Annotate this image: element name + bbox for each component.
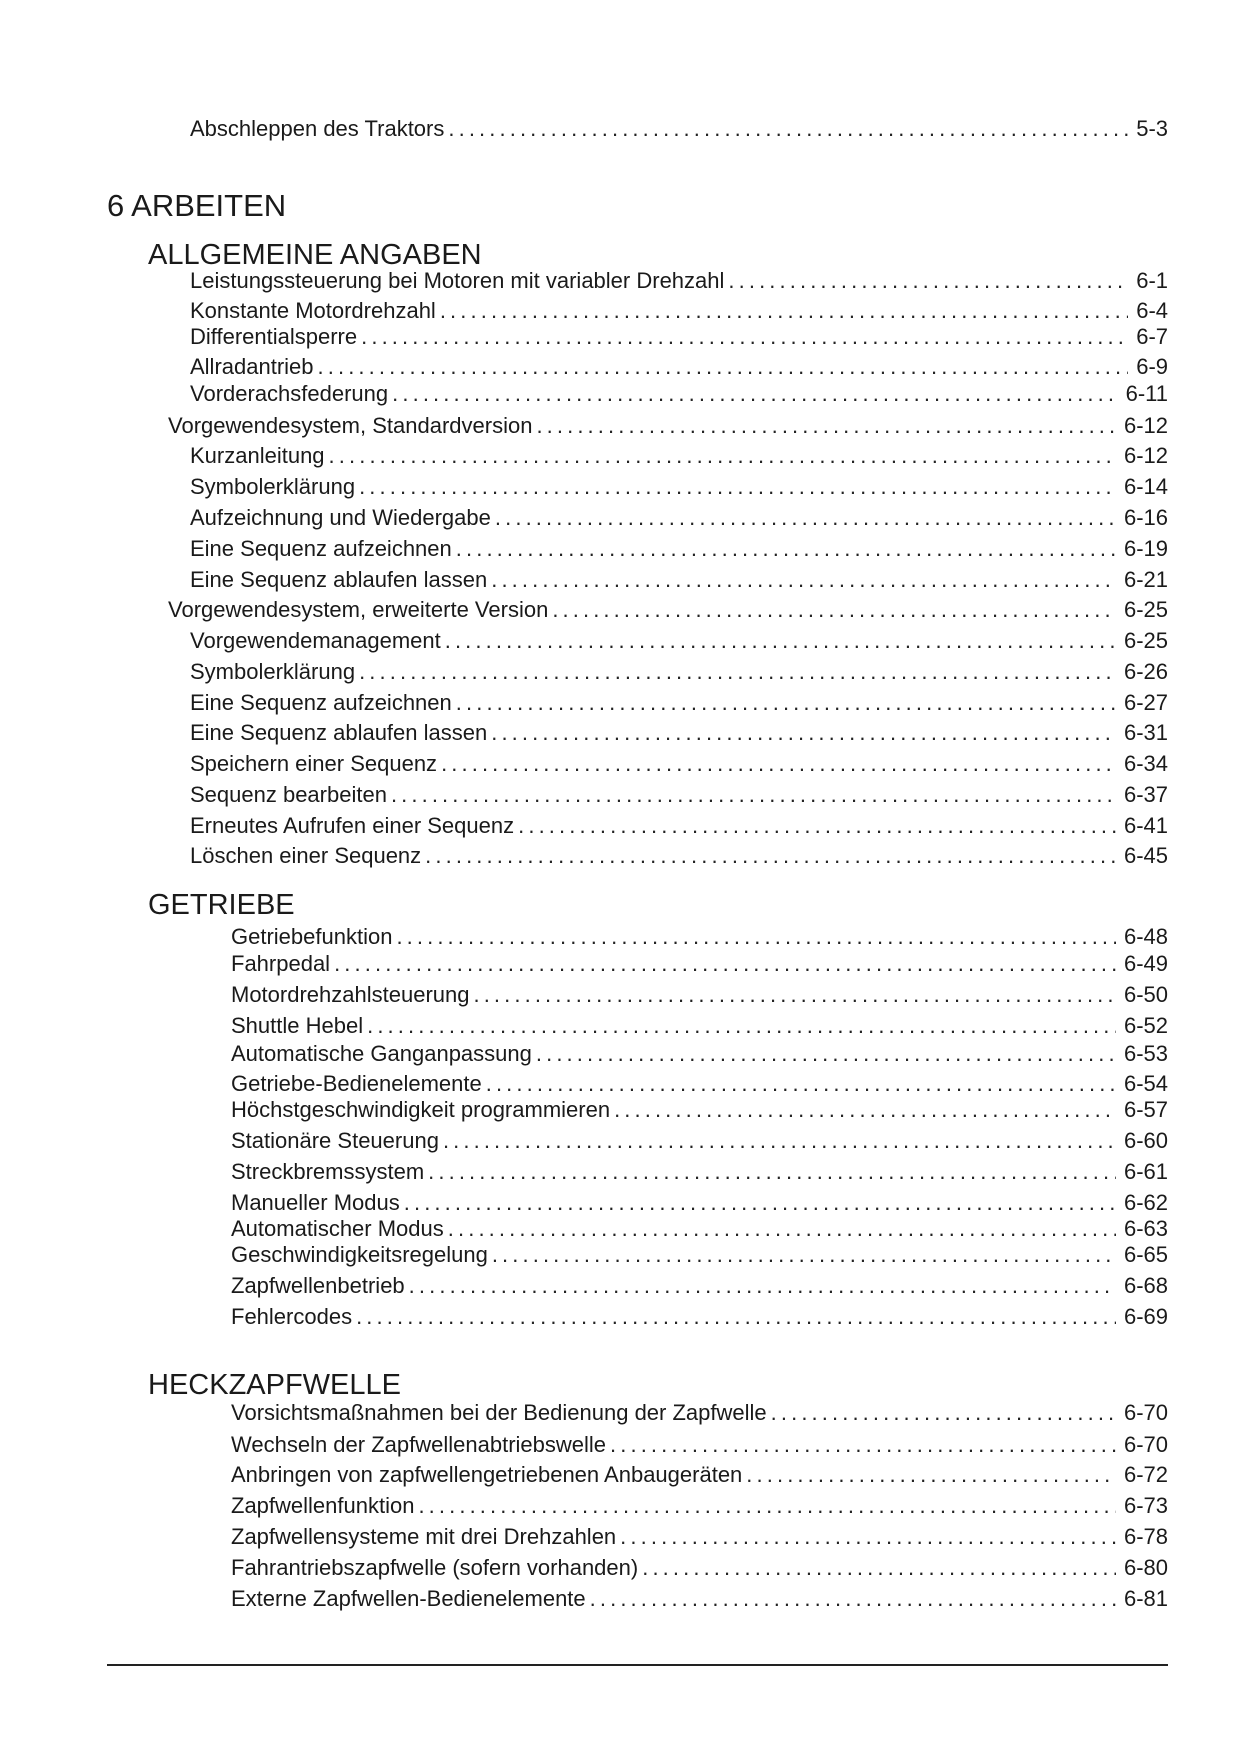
- toc-entry-page: 6-78: [1123, 1524, 1168, 1549]
- toc-entry[interactable]: [190, 268, 1168, 294]
- toc-entry[interactable]: [190, 443, 1168, 469]
- toc-leader-dots: [728, 268, 1128, 294]
- toc-entry-page: 6-72: [1123, 1462, 1168, 1487]
- toc-leader-dots: [448, 116, 1128, 142]
- toc-leader-dots: [443, 1128, 1116, 1154]
- toc-entry-title: Getriebefunktion: [231, 924, 393, 949]
- toc-entry-title: Vorgewendemanagement: [190, 628, 441, 653]
- toc-entry[interactable]: [190, 628, 1168, 654]
- toc-entry-page: 6-14: [1123, 474, 1168, 499]
- toc-leader-dots: [492, 1242, 1116, 1268]
- toc-entry[interactable]: [231, 1304, 1168, 1330]
- toc-entry-title: Leistungssteuerung bei Motoren mit variabler Drehzahl: [190, 268, 725, 293]
- toc-entry[interactable]: [168, 597, 1168, 623]
- toc-leader-dots: [448, 1216, 1116, 1242]
- toc-leader-dots: [356, 1304, 1116, 1330]
- toc-entry-page: 6-62: [1123, 1190, 1168, 1215]
- toc-leader-dots: [495, 505, 1116, 531]
- toc-entry[interactable]: [231, 1242, 1168, 1268]
- toc-entry-title: Sequenz bearbeiten: [190, 782, 387, 807]
- toc-leader-dots: [552, 597, 1116, 623]
- toc-entry[interactable]: [190, 298, 1168, 324]
- toc-entry[interactable]: [190, 474, 1168, 500]
- toc-entry-page: 6-21: [1123, 567, 1168, 592]
- toc-entry[interactable]: [190, 536, 1168, 562]
- toc-entry[interactable]: [190, 751, 1168, 777]
- toc-entry[interactable]: [190, 782, 1168, 808]
- toc-entry-page: 6-26: [1123, 659, 1168, 684]
- toc-entry-page: 6-48: [1123, 924, 1168, 949]
- toc-leader-dots: [334, 951, 1116, 977]
- toc-entry-page: 6-12: [1123, 443, 1168, 468]
- toc-entry[interactable]: [231, 1432, 1168, 1458]
- toc-entry[interactable]: [190, 505, 1168, 531]
- toc-entry[interactable]: [190, 381, 1168, 407]
- toc-entry-page: 6-19: [1123, 536, 1168, 561]
- toc-entry[interactable]: [190, 354, 1168, 380]
- toc-entry-page: 6-1: [1136, 268, 1168, 293]
- toc-entry-page: 6-37: [1123, 782, 1168, 807]
- toc-leader-dots: [359, 474, 1116, 500]
- toc-entry-page: 6-31: [1123, 720, 1168, 745]
- toc-entry-title: Fahrpedal: [231, 951, 331, 976]
- footer-rule: [107, 1664, 1168, 1666]
- toc-entry-page: 6-73: [1123, 1493, 1168, 1518]
- toc-entry-page: 6-50: [1123, 982, 1168, 1007]
- toc-leader-dots: [318, 354, 1129, 380]
- toc-entry-title: Eine Sequenz aufzeichnen: [190, 690, 452, 715]
- toc-entry-title: Kurzanleitung: [190, 443, 325, 468]
- toc-entry-page: 6-12: [1123, 413, 1168, 438]
- toc-entry[interactable]: [231, 1493, 1168, 1519]
- toc-entry-title: Fahrantriebszapfwelle (sofern vorhanden): [231, 1555, 639, 1580]
- toc-entry-title: Anbringen von zapfwellengetriebenen Anbaugeräten: [231, 1462, 743, 1487]
- toc-leader-dots: [642, 1555, 1116, 1581]
- toc-leader-dots: [396, 924, 1116, 950]
- toc-entry[interactable]: [231, 1216, 1168, 1242]
- toc-entry[interactable]: [231, 951, 1168, 977]
- toc-entry-title: Vorderachsfederung: [190, 381, 389, 406]
- toc-leader-dots: [404, 1190, 1116, 1216]
- toc-entry-page: 6-53: [1123, 1041, 1168, 1066]
- toc-entry-title: Symbolerklärung: [190, 659, 356, 684]
- toc-entry-page: 6-11: [1125, 381, 1168, 406]
- toc-entry-title: Vorgewendesystem, erweiterte Version: [168, 597, 549, 622]
- toc-entry[interactable]: [231, 924, 1168, 950]
- toc-entry[interactable]: [190, 690, 1168, 716]
- toc-leader-dots: [361, 324, 1128, 350]
- toc-leader-dots: [441, 751, 1116, 777]
- toc-entry-page: 6-27: [1123, 690, 1168, 715]
- toc-entry-title: Erneutes Aufrufen einer Sequenz: [190, 813, 515, 838]
- toc-entry[interactable]: [231, 1159, 1168, 1185]
- toc-entry-title: Vorgewendesystem, Standardversion: [168, 413, 533, 438]
- toc-entry-title: Allradantrieb: [190, 354, 314, 379]
- toc-entry-page: 6-81: [1123, 1586, 1168, 1611]
- toc-leader-dots: [746, 1462, 1116, 1488]
- toc-entry-title: Eine Sequenz ablaufen lassen: [190, 567, 488, 592]
- toc-entry-title: Differentialsperre: [190, 324, 358, 349]
- toc-entry-title: Speichern einer Sequenz: [190, 751, 438, 776]
- toc-leader-dots: [536, 413, 1116, 439]
- toc-entry-page: 6-16: [1123, 505, 1168, 530]
- toc-entry[interactable]: [190, 813, 1168, 839]
- toc-entry[interactable]: [231, 1190, 1168, 1216]
- toc-entry-title: Manueller Modus: [231, 1190, 400, 1215]
- toc-leader-dots: [425, 843, 1116, 869]
- toc-entry-page: 6-80: [1123, 1555, 1168, 1580]
- toc-entry-page: 6-68: [1123, 1273, 1168, 1298]
- toc-entry-title: Löschen einer Sequenz: [190, 843, 422, 868]
- toc-entry-title: Abschleppen des Traktors: [190, 116, 445, 141]
- toc-leader-dots: [491, 720, 1116, 746]
- toc-leader-dots: [367, 1013, 1116, 1039]
- toc-entry[interactable]: [231, 1013, 1168, 1039]
- toc-leader-dots: [418, 1493, 1116, 1519]
- toc-entry-page: 6-60: [1123, 1128, 1168, 1153]
- toc-entry-title: Aufzeichnung und Wiedergabe: [190, 505, 491, 530]
- toc-entry-page: 5-3: [1136, 116, 1168, 141]
- toc-entry-page: 6-25: [1123, 597, 1168, 622]
- toc-entry-title: Automatische Ganganpassung: [231, 1041, 532, 1066]
- toc-leader-dots: [610, 1432, 1116, 1458]
- toc-leader-dots: [536, 1041, 1116, 1067]
- toc-entry-title: Eine Sequenz ablaufen lassen: [190, 720, 488, 745]
- toc-entry-title: Eine Sequenz aufzeichnen: [190, 536, 452, 561]
- toc-leader-dots: [428, 1159, 1116, 1185]
- toc-entry-page: 6-25: [1123, 628, 1168, 653]
- toc-entry-page: 6-52: [1123, 1013, 1168, 1038]
- toc-leader-dots: [445, 628, 1116, 654]
- toc-entry-page: 6-69: [1123, 1304, 1168, 1329]
- toc-entry-page: 6-57: [1123, 1097, 1168, 1122]
- toc-entry-title: Wechseln der Zapfwellenabtriebswelle: [231, 1432, 607, 1457]
- toc-entry-title: Zapfwellenbetrieb: [231, 1273, 405, 1298]
- toc-entry[interactable]: [231, 1041, 1168, 1067]
- toc-entry-page: 6-4: [1136, 298, 1168, 323]
- toc-entry-title: Geschwindigkeitsregelung: [231, 1242, 488, 1267]
- toc-entry-page: 6-54: [1123, 1071, 1168, 1096]
- toc-entry-page: 6-9: [1136, 354, 1168, 379]
- toc-entry-page: 6-63: [1123, 1216, 1168, 1241]
- toc-entry[interactable]: [190, 720, 1168, 746]
- toc-entry[interactable]: [190, 843, 1168, 869]
- toc-entry[interactable]: [168, 413, 1168, 439]
- toc-entry-page: 6-70: [1123, 1432, 1168, 1457]
- toc-leader-dots: [392, 381, 1117, 407]
- toc-entry[interactable]: [231, 1128, 1168, 1154]
- toc-entry[interactable]: [231, 1524, 1168, 1550]
- toc-entry-page: 6-41: [1123, 813, 1168, 838]
- toc-leader-dots: [456, 690, 1116, 716]
- toc-leader-dots: [518, 813, 1116, 839]
- toc-leader-dots: [614, 1097, 1116, 1123]
- toc-entry[interactable]: [231, 1273, 1168, 1299]
- chapter-heading: 6 ARBEITEN: [107, 188, 287, 223]
- toc-leader-dots: [771, 1400, 1116, 1426]
- toc-entry-title: Zapfwellensysteme mit drei Drehzahlen: [231, 1524, 617, 1549]
- toc-entry-title: Automatischer Modus: [231, 1216, 444, 1241]
- toc-leader-dots: [473, 982, 1115, 1008]
- toc-leader-dots: [590, 1586, 1116, 1612]
- toc-entry-page: 6-45: [1123, 843, 1168, 868]
- toc-entry-page: 6-65: [1123, 1242, 1168, 1267]
- toc-leader-dots: [329, 443, 1116, 469]
- toc-entry-title: Shuttle Hebel: [231, 1013, 364, 1038]
- toc-leader-dots: [359, 659, 1116, 685]
- toc-entry[interactable]: [231, 1586, 1168, 1612]
- toc-entry-title: Konstante Motordrehzahl: [190, 298, 436, 323]
- section-heading: GETRIEBE: [148, 889, 295, 921]
- toc-entry-title: Vorsichtsmaßnahmen bei der Bedienung der Zapfwelle: [231, 1400, 767, 1425]
- toc-entry[interactable]: [231, 1400, 1168, 1426]
- toc-entry[interactable]: [190, 659, 1168, 685]
- toc-leader-dots: [456, 536, 1116, 562]
- toc-entry-page: 6-7: [1136, 324, 1168, 349]
- toc-leader-dots: [440, 298, 1128, 324]
- toc-entry-page: 6-49: [1123, 951, 1168, 976]
- toc-leader-dots: [620, 1524, 1116, 1550]
- toc-entry[interactable]: [231, 982, 1168, 1008]
- toc-entry-page: 6-61: [1123, 1159, 1168, 1184]
- toc-entry-title: Externe Zapfwellen-Bedienelemente: [231, 1586, 586, 1611]
- toc-entry[interactable]: [231, 1462, 1168, 1488]
- toc-entry-page: 6-34: [1123, 751, 1168, 776]
- section-heading: HECKZAPFWELLE: [148, 1369, 401, 1401]
- toc-leader-dots: [409, 1273, 1116, 1299]
- toc-leader-dots: [491, 567, 1116, 593]
- toc-entry-title: Höchstgeschwindigkeit programmieren: [231, 1097, 611, 1122]
- toc-entry[interactable]: [190, 567, 1168, 593]
- toc-entry-title: Symbolerklärung: [190, 474, 356, 499]
- toc-entry-page: 6-70: [1123, 1400, 1168, 1425]
- toc-leader-dots: [391, 782, 1116, 808]
- toc-entry[interactable]: [190, 324, 1168, 350]
- toc-entry-top[interactable]: [190, 116, 1168, 142]
- toc-entry-title: Fehlercodes: [231, 1304, 353, 1329]
- section-heading: ALLGEMEINE ANGABEN: [148, 239, 482, 271]
- toc-entry-title: Getriebe-Bedienelemente: [231, 1071, 482, 1096]
- toc-entry-title: Stationäre Steuerung: [231, 1128, 439, 1153]
- toc-entry-title: Zapfwellenfunktion: [231, 1493, 415, 1518]
- toc-entry[interactable]: [231, 1555, 1168, 1581]
- toc-entry-title: Motordrehzahlsteuerung: [231, 982, 470, 1007]
- toc-entry[interactable]: [231, 1071, 1168, 1097]
- toc-entry[interactable]: [231, 1097, 1168, 1123]
- toc-entry-title: Streckbremssystem: [231, 1159, 425, 1184]
- toc-leader-dots: [486, 1071, 1116, 1097]
